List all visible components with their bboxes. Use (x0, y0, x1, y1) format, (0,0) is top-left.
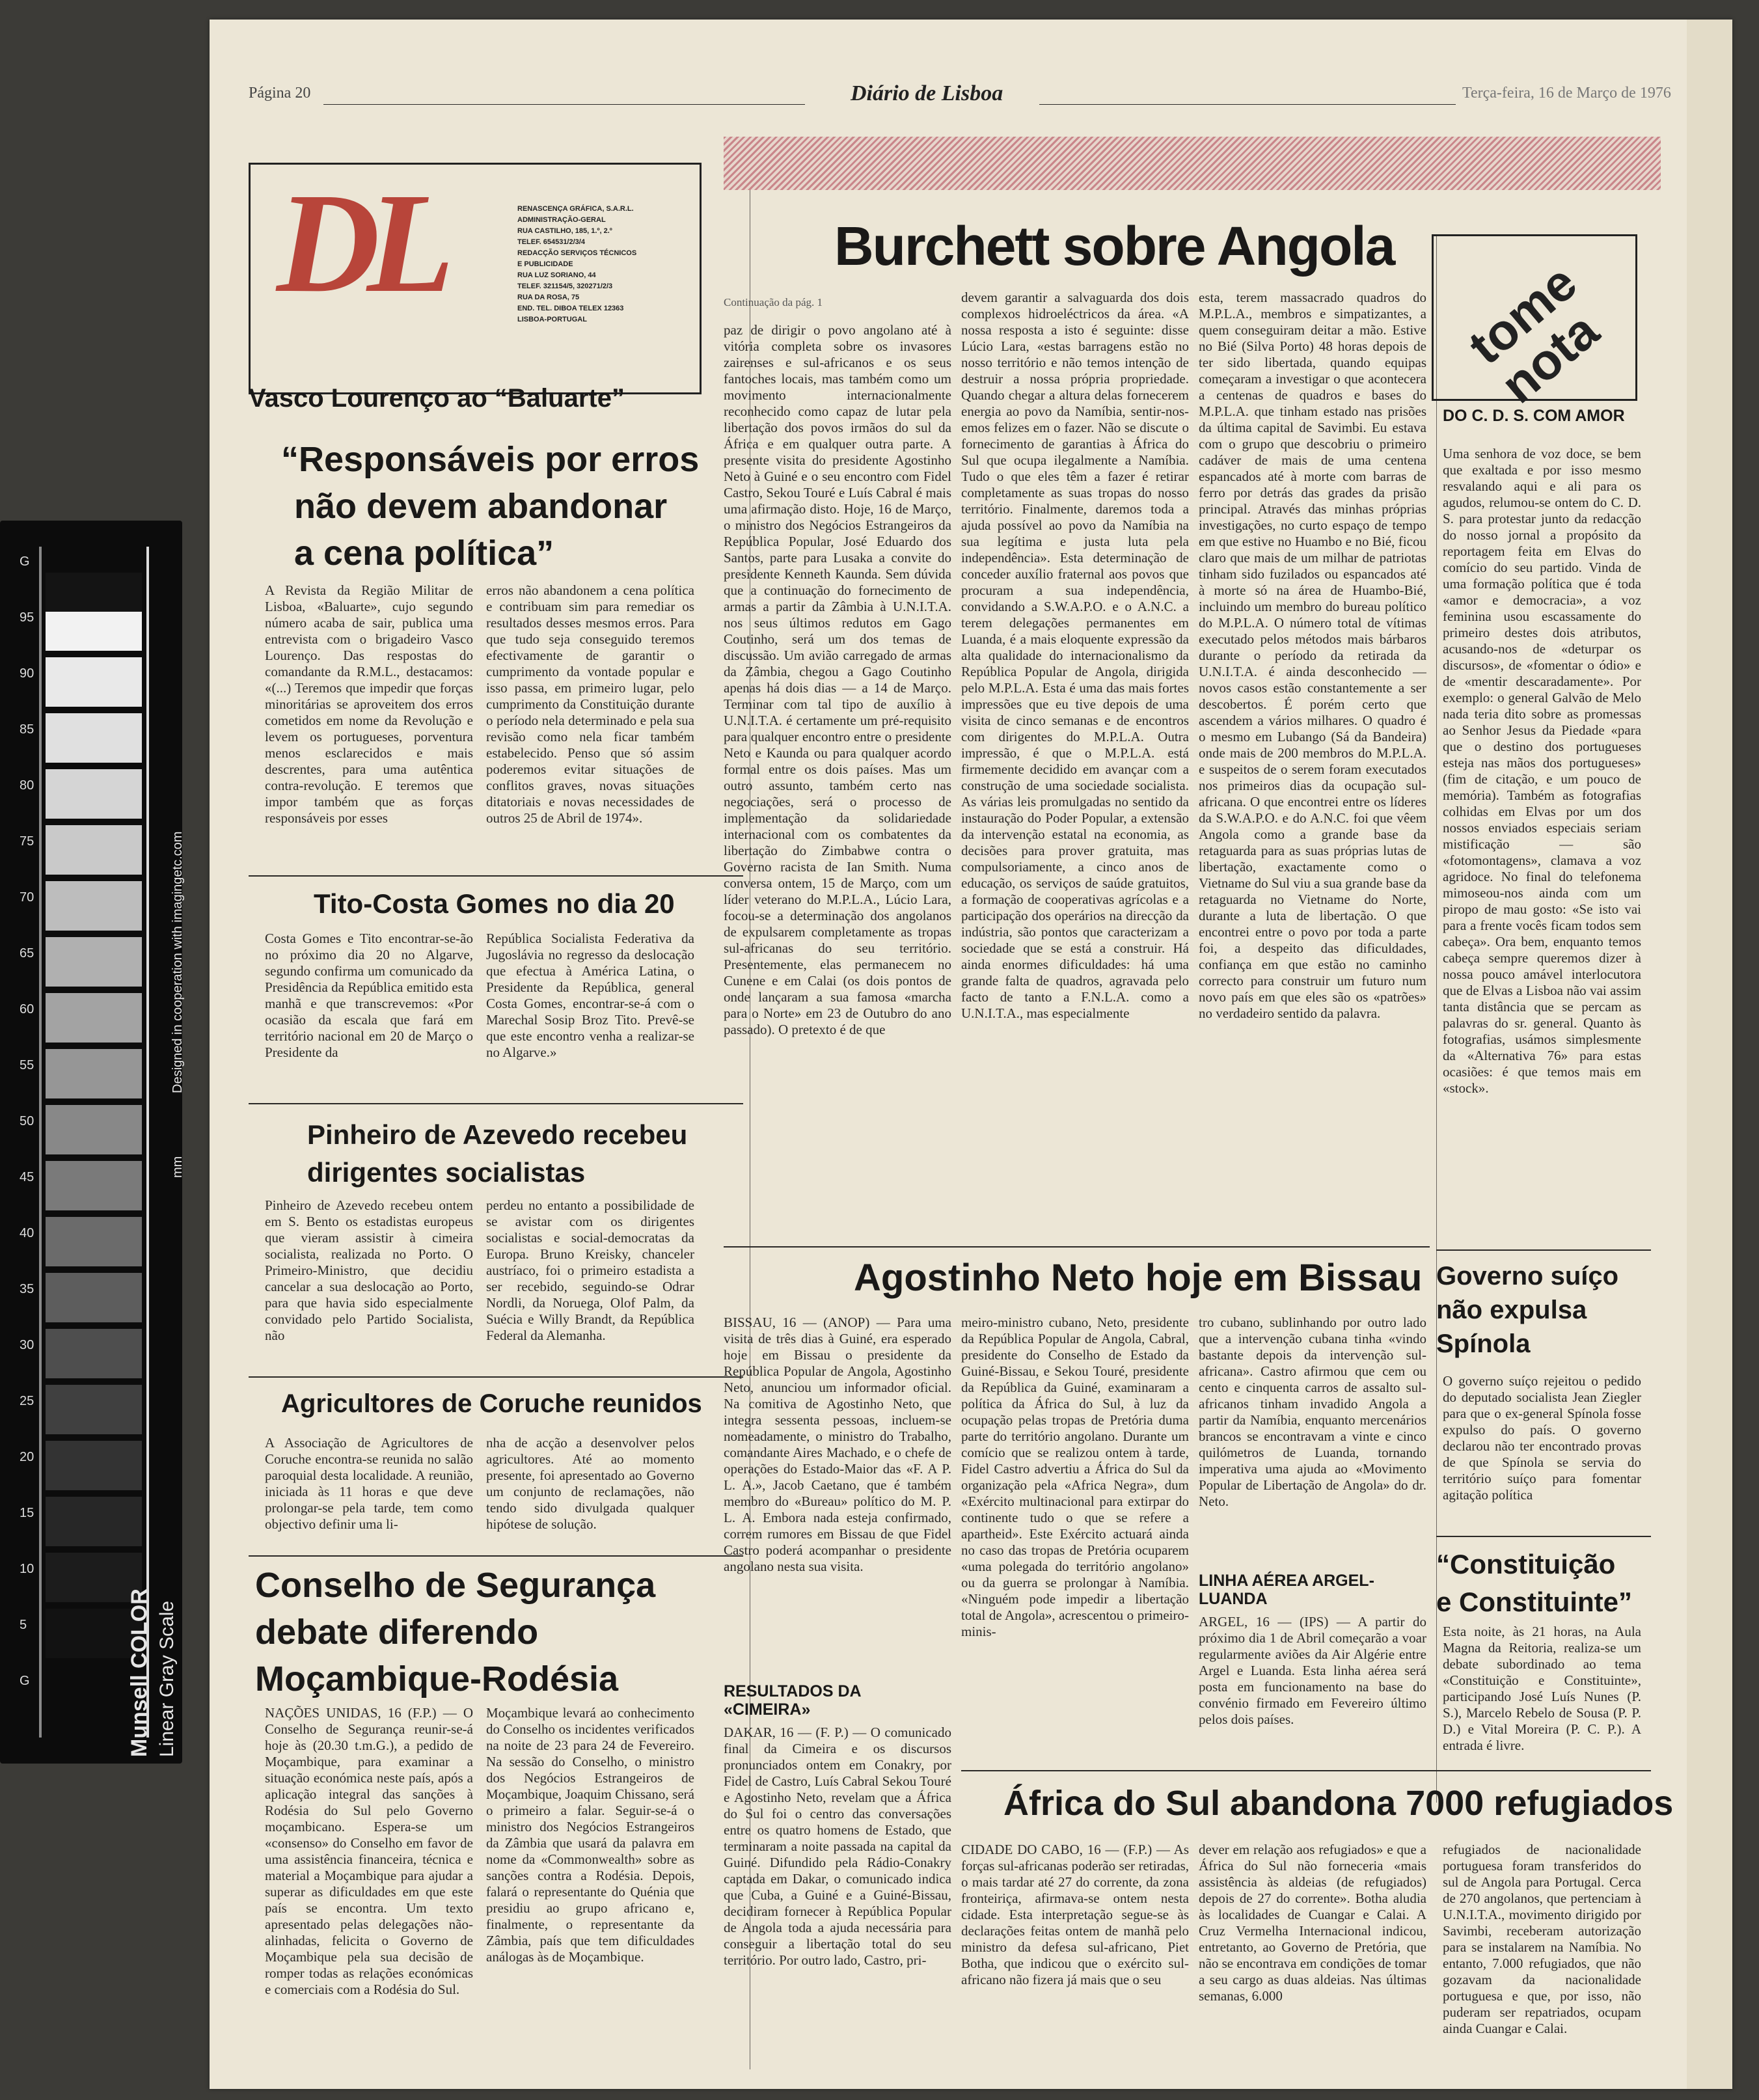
vasco-kicker: Vasco Lourenço ao “Baluarte” (249, 384, 625, 413)
constituicao-headline: “Constituição e Constituinte” (1436, 1549, 1632, 1617)
tito-headline: Tito-Costa Gomes no dia 20 (314, 888, 675, 919)
constituicao-body: Esta noite, às 21 horas, na Aula Magna da Reitoria, realiza-se um debate subordinado ao tema «Constituição e Constituinte», participando José Luís Nunes (P. S.), Marcelo Rebelo de Sousa (P. P. D.) e Vital Moreira (P. C. P.). A entrada é livre. (1443, 1624, 1641, 1753)
africa-sul-headline: África do Sul abandona 7000 refugiados (1003, 1784, 1674, 1823)
neto-col-2: meiro-ministro cubano, Neto, presidente da República Popular de Angola, Cabral, presidente do Conselho de Estado da Guiné-Bissau, e Sekou Touré, presidente da República da Guiné, examinaram a política da África do Sul, à luz da ocupação pelas tropas de Pretória duma parte do território angolano. Durante um comício que se realizou ontem à tarde, Fidel Castro advertiu a África do Sul da organização pela «Africa Negra», dum «Exército multinacional para extirpar do continente tudo o que se refere a apartheid». Este Exército actuará ainda no caso das tropas de Pretória ocuparem «uma polegada do território angolano» ou da guerra se prolongar à Namíbia. «Ninguém pode impedir a libertação total de Angola», acrescentou o primeiro-minis- (961, 1315, 1189, 1639)
neto-headline: Agostinho Neto hoje em Bissau (854, 1257, 1423, 1299)
burchett-headline: Burchett sobre Angola (834, 215, 1395, 277)
publisher-address: RENASCENÇA GRÁFICA, S.A.R.L. ADMINISTRAÇÃO-GERAL RUA CASTILHO, 185, 1.º, 2.º TELEF. 654531/2/3/4 REDACÇÃO SERVIÇOS TÉCNICOS E PUBLICIDADE RUA LUZ SORIANO, 44 TELEF. 321154/5, 320271/2/3 RUA DA ROSA, 75 END. TEL. DIBOA TELEX 12363 LISBOA-PORTUGAL (517, 205, 637, 323)
rule (724, 1246, 1430, 1248)
scale-tick: 60 (20, 1002, 34, 1016)
scale-tick: 20 (20, 1450, 34, 1464)
tome-nota-label: tome nota (1457, 253, 1609, 415)
scale-unit: mm (170, 1156, 185, 1178)
neto-col-1: BISSAU, 16 — (ANOP) — Para uma visita de três dias à Guiné, era esperado hoje em Bissau o presidente da República Popular de Angola, Agostinho Neto, anunciou um informador oficial. Na comitiva de Agostinho Neto, que integra sessenta pessoas, incluem-se nomeadamente, o ministro do Trabalho, comandante Aires Machado, e o chefe de operações do Estado-Maior das «F. A P. L. A.», Jacob Caetano, que é também membro do «Bureau» político do M. P. L. A. Embora nada esteja confirmado, correm rumores em Bissau de que Fidel Castro poderá acompanhar o presidente angolano nesta sua visita. (724, 1315, 951, 1574)
suico-headline: Governo suíço não expulsa Spínola (1436, 1262, 1619, 1358)
scale-tick: 85 (20, 722, 34, 737)
linha-aerea-heading: LINHA AÉREA ARGEL-LUANDA (1199, 1572, 1374, 1608)
scale-tick: 30 (20, 1338, 34, 1352)
burchett-col-1: paz de dirigir o povo angolano até à vitória completa sobre os invasores zairenses e sul-africanos e os seus fantoches locais, mas também como um movimento internacionalmente reconhecido como capaz de lutar pela libertação dos povos irmãos do sul da África e em qualquer outra parte. A presente visita do presidente Agostinho Neto à Guiné e o seu encontro com Fidel Castro, Sekou Touré e Luís Cabral é mais uma afirmação disto. Hoje, 16 de Março, o ministro dos Negócios Estrangeiros da República Popular, José Eduardo dos Santos, parte para Lusaka a convite do presidente Kenneth Kaunda. Sem dúvida que a continuação do fornecimento de armas a partir da Zâmbia à U.N.I.T.A. nos seus últimos redutos em Gago Coutinho, será um dos temas de discussão. Um avião carregado de armas da Zâmbia, chegou a Gago Coutinho apenas há dois dias — a 14 de Março. Terminar com tal tipo de auxílio à U.N.I.T.A. é certamente um pré-requisito para qualquer encontro entre o presidente Neto e Kaunda ou para qualquer acordo formal entre os dois países. Mas um outro assunto, também certo nas negociações, será o processo de implementação da solidariedade internacional com os combatentes da libertação do Zimbabwe contra o Governo racista de Ian Smith. Numa conversa ontem, 15 de Março, com um líder veterano do M.P.L.A., Lúcio Lara, focou-se a determinação dos angolanos de expulsarem completamente as tropas sul-africanas do seu território. Presentemente, elas permanecem no Cunene e em Calai (os dois pontos de onde lançaram a sua famosa «marcha para o Norte» em 23 de Outubro do ano passado). O pretexto é de que (724, 322, 951, 1037)
resultados-heading: RESULTADOS DA «CIMEIRA» (724, 1682, 861, 1719)
scale-tick: 55 (20, 1058, 34, 1072)
agricultores-headline: Agricultores de Coruche reunidos (281, 1389, 702, 1418)
scale-tick: 25 (20, 1394, 34, 1408)
tito-col-1: Costa Gomes e Tito encontrar-se-ão no próximo dia 20 no Algarve, segundo confirma um comunicado da Presidência da República emitido esta manhã e que transcrevemos: «Por ocasião da escala que fará em território nacional em 20 de Março o Presidente da (265, 931, 473, 1060)
scale-tick: 75 (20, 834, 34, 849)
pinheiro-col-1: Pinheiro de Azevedo recebeu ontem em S. Bento os estadistas europeus que vieram assistir à cimeira socialista, realizada no Porto. O Primeiro-Ministro, que decidiu cancelar a sua deslocação ao Porto, para que havia sido especialmente convidado pelo Partido Socialista, não (265, 1197, 473, 1343)
scale-tick: 40 (20, 1226, 34, 1240)
scale-tick: 10 (20, 1562, 34, 1576)
agricultores-col-2: nha de acção a desenvolver pelos agricultores. Até ao momento presente, foi apresentado ao Governo um conjunto de reclamações, não tendo sido divulgada qualquer hipótese de solução. (486, 1435, 694, 1532)
tome-nota-body: Uma senhora de voz doce, se bem que exaltada e por isso mesmo resvalando aqui e ali para os agudos, relumou-se ontem do C. D. S. para protestar junto da redacção do nosso jornal a propósito da reportagem feita em Elvas do comício do seu partido. Vinda de uma formação política que é toda «amor e democracia», a voz feminina usou escassamente do primeiro destes dois atributos, acusando-nos de «deturpar os discursos», de «fomentar o ódio» e de «mentir descaradamente». Por exemplo: o general Galvão de Melo nada teria dito sobre as promessas ao Senhor Jesus da Piedade «para que o destino dos portugueses esteja nas mãos dos portugueses» (fim de citação, e um pouco de memória). Também as fotografias colhidas em Elvas por um dos nossos enviados especiais seriam mistificação — são «fotomontagens», clamava a voz agridoce. No final do telefonema mimoseou-nos ainda com um piropo de mau gosto: «Se isto vai para a frente vocês ficam todos sem cabeça». Ora bem, enquanto temos cabeça sempre queremos dizer à nossa pouco amável interlocutora que de Elvas a Lisboa não vai assim tanta distância que se percam as palavras do sr. general. Quanto às fotografias, usámos simplesmente da «Alternativa 76» para estas ocasiões: é que temos mais em «stock». (1443, 446, 1641, 1096)
rule (249, 1103, 743, 1104)
paper-name: Diário de Lisboa (851, 81, 1003, 105)
linha-aerea-body: ARGEL, 16 — (IPS) — A partir do próximo dia 1 de Abril começarão a voar regularmente aviões da Air Algérie entre Argel e Luanda. Esta linha aérea será posta em funcionamento na base do convénio firmado em Fevereiro último pelos dois países. (1199, 1614, 1426, 1727)
africa-sul-col-2: dever em relação aos refugiados» e que a África do Sul não forneceria «mais assistência às aldeias (de refugiados) depois de 27 do corrente». Botha aludia às localidades de Cuangar e Calai. A Cruz Vermelha Internacional indicou, entretanto, ao Governo de Pretória, que não se encontrava em condições de tomar a seu cargo as duas aldeias. Nas últimas semanas, 6.000 (1199, 1842, 1426, 2004)
scale-tick: 65 (20, 946, 34, 961)
scale-tick: 45 (20, 1170, 34, 1184)
issue-date: Terça-feira, 16 de Março de 1976 (1462, 85, 1671, 102)
africa-sul-col-1: CIDADE DO CABO, 16 — (F.P.) — As forças sul-africanas poderão ser retiradas, o mais tardar até 27 do corrente, da zona fronteiriça, afirmava-se ontem nesta cidade. Esta interpretação segue-se às declarações feitas ontem de manhã pelo ministro da defesa sul-africano, Piet Botha, que indicou que o exército sul-africano não fizera já mais que o seu (961, 1842, 1189, 1987)
tito-col-2: República Socialista Federativa da Jugoslávia no regresso da deslocação que efectua à América Latina, o Presidente da República, general Costa Gomes, encontrar-se-á com o Marechal Sosip Broz Tito. Prevê-se que este encontro venha a realizar-se no Algarve.» (486, 931, 694, 1060)
tome-nota-heading: DO C. D. S. COM AMOR (1443, 407, 1625, 425)
vasco-col-2: erros não abandonem a cena política e contribuam sim para remediar os resultados desses mesmos erros. Para que tudo seja conseguido teremos efectivamente de garantir o cumprimento da vontade popular e isso passa, em primeiro lugar, pelo cumprimento da Constituição durante o período nela determinado e pela sua revisão como nela ficar também estabelecido. Penso que só assim poderemos evitar situações de conflitos graves, novas situações ditatoriais e novas necessidades de outros 25 de Abril de 1974». (486, 582, 694, 826)
burchett-banner-stripe (724, 137, 1661, 190)
scale-name: Linear Gray Scale (156, 1600, 178, 1757)
newspaper-page (210, 20, 1732, 2089)
scale-tick: 70 (20, 890, 34, 905)
scale-tick: 90 (20, 666, 34, 681)
resultados-body: DAKAR, 16 — (F. P.) — O comunicado final da Cimeira e os discursos pronunciados ontem em Conakry, por Fidel de Castro, Luís Cabral Sekou Touré e Agostinho Neto, revelam que a África do Sul foi o centro das conversações entre os quatro homens de Estado, que terminaram a noite passada na capital da Guiné. Difundido pela Rádio-Conakry captada em Dakar, o comunicado indica que Cuba, a Guiné e a Guiné-Bissau, decidiram fornecer à República Popular de Angola toda a ajuda necessária para conseguir a libertação total do seu território. Por outro lado, Castro, pri- (724, 1725, 951, 1968)
masthead-rule-right (1039, 104, 1456, 105)
conselho-col-2: Moçambique levará ao conhecimento do Conselho os incidentes verificados na noite de 23 para 24 de Fevereiro. Na sessão do Conselho, o ministro dos Negócios Estrangeiros de Moçambique, Joaquim Chissano, será o primeiro a falar. Seguir-se-á o ministro dos Negócios Estrangeiros da Zâmbia que usará da palavra em nome da «Commonwealth» sobre as sanções contra a Rodésia. Depois, falará o representante do Quénia que presidiu ao grupo africano e, finalmente, o representante da Zâmbia, país que tem dificuldades análogas às de Moçambique. (486, 1705, 694, 1965)
agricultores-col-1: A Associação de Agricultores de Coruche encontra-se reunida no salão paroquial desta localidade. A reunião, iniciada às 11 horas e que deve prolongar-se pela tarde, tem como objectivo definir uma li- (265, 1435, 473, 1532)
scale-tick: 80 (20, 778, 34, 793)
neto-col-3: tro cubano, sublinhando por outro lado que a intervenção cubana tinha «vindo bastante depois da intervenção sul-africana». Castro afirmou que cem ou cento e cinquenta carros de assalto sul-africanos tinham invadido Angola a partir da Namíbia, enquanto mercenários brancos se encontravam a vinte e cinco quilómetros de Luanda, tornando imperativa uma ajuda ao «Movimento Popular de Libertação de Angola» do dr. Neto. (1199, 1315, 1426, 1509)
scale-tick-labels (20, 534, 39, 1709)
scale-tick: 15 (20, 1506, 34, 1520)
scale-tick: 35 (20, 1282, 34, 1296)
scale-tick: G (20, 554, 30, 569)
conselho-headline: Conselho de Segurança debate diferendo Moçambique-Rodésia (255, 1566, 656, 1698)
tome-nota-box (1432, 234, 1637, 415)
scale-credit: Designed in cooperation with imagingetc.com (170, 831, 185, 1093)
pinheiro-col-2: perdeu no entanto a possibilidade de se avistar com os dirigentes socialistas e social-democratas da Europa. Bruno Kreisky, chanceler austríaco, foi o primeiro estadista a ser recebido, seguindo-se Odrar Nordli, da Noruega, Olof Palm, da Suécia e Willy Brandt, da República Federal da Alemanha. (486, 1197, 694, 1343)
rule (1436, 1536, 1651, 1537)
rule (1436, 1249, 1651, 1251)
africa-sul-col-3: refugiados de nacionalidade portuguesa foram transferidos do sul de Angola para Portugal. Cerca de 270 angolanos, que pertenciam à U.N.I.T.A., movimento dirigido por Savimbi, receberam autorização para se instalarem na Namíbia. No entanto, 7.000 refugiados, que não gozavam da nacionalidade portuguesa e que, por isso, não puderam ser repatriados, ocupam ainda Cuangar e Calai. (1443, 1842, 1641, 2036)
burchett-col-2: devem garantir a salvaguarda dos dois complexos hidroeléctricos da área. «A nossa resposta a isto é seguinte: disse Lúcio Lara, «estas barragens estão no nosso território e não temos intenção de destruir a nossa própria propriedade. Quando chegar a altura delas fornecerem energia ao povo da Namíbia, sentir-nos-emos felizes em o fazer. Não se discute o fornecimento de garantias à África do Sul que ocupa ilegalmente a Namíbia. Tudo o que eles têm a fazer é retirar completamente as suas tropas do nosso território. Finalmente, daremos toda a ajuda possível ao povo da Namíbia na sua legítima e justa luta pela independência». Esta determinação de conceder auxílio fraternal aos povos que procuram a sua independência, convidando a S.W.A.P.O. e o A.N.C. a terem delegações permanentes em Luanda, é a mais eloquente expressão da alta qualidade do internacionalismo da República Popular de Angola, dirigida pelo M.P.L.A. Esta é uma das mais fortes impressões que eu tive depois de uma visita de cinco semanas e de encontros com dirigentes do M.P.L.A. Outra impressão, é que o M.P.L.A. está firmemente decidido em avançar com a construção de uma sociedade socialista. As várias leis promulgadas no sentido da instauração do Poder Popular, a extensão da intervenção estatal na economia, as decisões para prover gratuita, mas compulsoriamente, a cinco anos de educação, os serviços de saúde gratuitos, a formação de cooperativas agrícolas e a participação dos operários na direcção da indústria, são pontos que caracterizam a sociedade que se está a construir. Há ainda enormes dificuldades: há uma grande falta de quadros, agravada pelo facto de tanto a F.N.L.A. como a U.N.I.T.A., mas especialmente (961, 290, 1189, 1021)
pinheiro-headline: Pinheiro de Azevedo recebeu dirigentes socialistas (307, 1119, 688, 1188)
dl-logo: DL (277, 163, 442, 322)
vasco-headline: “Responsáveis por erros não devem abandonar a cena política” (281, 440, 700, 573)
continuation-note: Continuação da pág. 1 (724, 296, 823, 308)
rule (249, 1376, 743, 1378)
rule (249, 1555, 743, 1557)
scale-tick: 50 (20, 1114, 34, 1128)
munsell-gray-scale-card (0, 521, 185, 1764)
page-number: Página 20 (249, 85, 311, 102)
conselho-col-1: NAÇÕES UNIDAS, 16 (F.P.) — O Conselho de Segurança reunir-se-á hoje às (20.30 t.m.G.), a pedido de Moçambique, para examinar a situação económica neste país, após a aplicação integral das sanções à Rodésia do Sul pelo Governo moçambicano. Espera-se um «consenso» do Conselho em favor de uma assistência financeira, técnica e material a Moçambique para ajudar a superar as dificuldades em que este país se encontra. Um texto apresentado pelas delegações não-alinhadas, felicita o Governo de Moçambique pela sua decisão de romper todas as relações económicas e comerciais com a Rodésia do Sul. (265, 1705, 473, 1997)
publisher-box (249, 163, 702, 394)
burchett-col-3: esta, terem massacrado quadros do M.P.L.A., membros e simpatizantes, a quem conseguiram deitar a mão. Estive no Bié (Silva Porto) 48 horas depois de ter sido libertada, quando equipas começaram a investigar o que acontecera a centenas de quadros e bases do M.P.L.A. que tinham estado nas prisões da última capital de Savimbi. Eu estava com o grupo que descobriu o primeiro cadáver de mais de uma centena espancados até à morte com barras de ferro por detrás das grades da prisão principal. Através das minhas próprias investigações, no curto espaço de tempo em que estive no Huambo e no Bié, ficou claro que mais de um milhar de patriotas tinham sido fuzilados ou espancados até à morte só na área de Huambo-Bié, incluindo um membro do bureau político do M.P.L.A. O número total de vítimas executado pelos métodos mais bárbaros durante o período da retirada da U.N.I.T.A. é ainda desconhecido — novos casos estão constantemente a ser descobertos. É porém certo que ascendem a vários milhares. O quadro é o mesmo em Lubango (Sá da Bandeira) onde mais de 200 membros do M.P.L.A. e suspeitos de o serem foram executados nos primeiros dias da ocupação sul-africana. O que encontrei entre os líderes da S.W.A.P.O. e do A.N.C. foi que vêem Angola como a grande base da retaguarda para as suas próprias lutas de libertação, exactamente como o Vietname do Sul viu a sua grande base da retaguarda no Vietname do Norte, durante a luta de libertação. O que encontrei entre o povo por toda a parte foi, a despeito das dificuldades, confiança em que estão no caminho correcto para construir um futuro num novo país em que eles são os «patrões» no verdadeiro sentido da palavra. (1199, 290, 1426, 1021)
suico-body: O governo suíço rejeitou o pedido do deputado socialista Jean Ziegler para que o ex-general Spínola fosse expulso do país. O governo declarou não ter encontrado provas de que Spínola se servia do território suíço para fomentar agitação política (1443, 1373, 1641, 1503)
rule (249, 875, 743, 877)
scale-tick: G (20, 1674, 30, 1688)
rule (961, 1770, 1651, 1771)
masthead-rule-left (323, 104, 805, 105)
scale-brand: Munsell COLOR (127, 1589, 152, 1757)
scale-tick: 5 (20, 1618, 27, 1632)
vasco-col-1: A Revista da Região Militar de Lisboa, «Baluarte», cujo segundo número acaba de sair, publica uma entrevista com o brigadeiro Vasco Lourenço. Das respostas do comandante da R.M.L., destacamos: «(...) Teremos que impedir que forças minoritárias se aproveitem dos erros cometidos em nome da Revolução e levem os portugueses, porventura menos esclarecidos e mais descrentes, para uma autêntica contra-revolução. E teremos que impor também que as forças responsáveis por esses (265, 582, 473, 826)
scale-tick: 95 (20, 610, 34, 625)
